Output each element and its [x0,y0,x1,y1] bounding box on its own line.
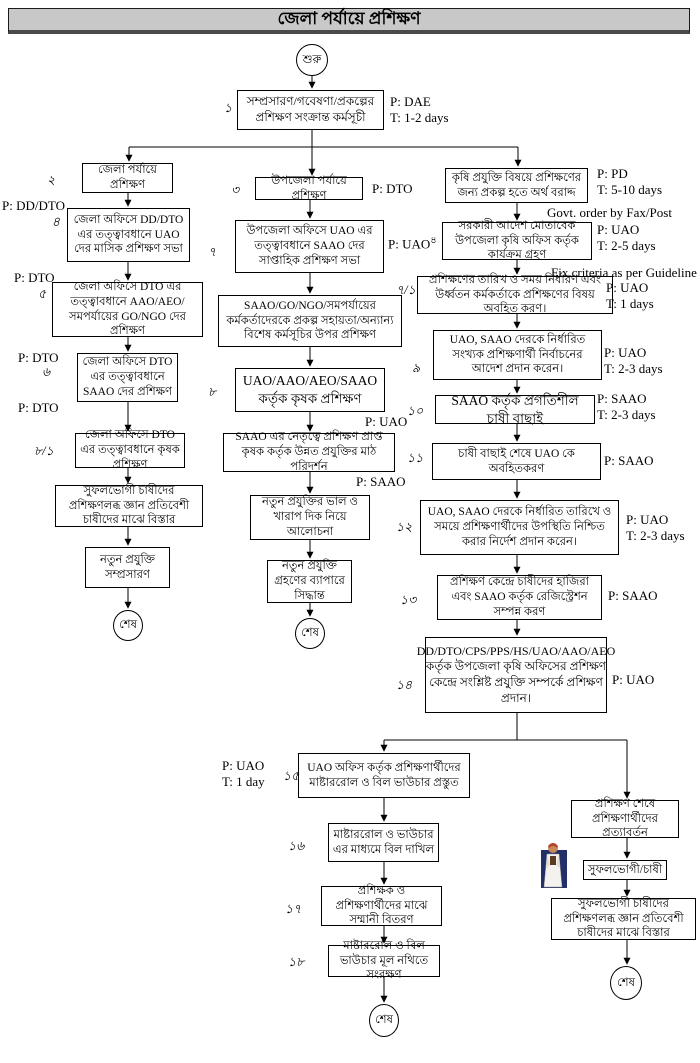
step-number-10: ১০ [407,404,424,418]
step-number-12: ১২ [396,520,413,534]
label-p-node-4: P: DD/DTO ৪ [2,198,65,229]
step-number-6: ৬ [42,365,51,379]
step-number-3: ৩ [231,183,240,197]
label-p-node-5: P: DTO [14,270,55,285]
step-number-7: ৭ [208,245,217,259]
node-8-1-farmer-training: জেলা অফিসে DTO এর তত্ত্বাবধানে কৃষক প্রশিক্ষণ [75,433,185,468]
end-terminal-left [113,610,143,641]
label-p-node-8-1: P: DTO [18,400,59,415]
node-progressive-farmer-selection: SAAO কর্তৃক প্রগতিশীল চাষী বাছাই [435,395,595,424]
step-number-13: ১৩ [400,593,417,607]
node-registration: প্রশিক্ষণ কেন্দ্রে চাষীদের হাজিরা এবং SAAO কর্তৃক রেজিস্ট্রেশন সম্পন্ন করণ [437,575,602,620]
node-3-upazila-level: উপজেলা পর্যায়ে প্রশিক্ষণ [255,177,363,200]
node-trainee-return: প্রশিক্ষণ শেষে প্রশিক্ষণার্থীদের প্রত্যাবর্তন [571,800,679,838]
node-tech-adoption-decision: নতুন প্রযুক্তি গ্রহণের ব্যাপারে সিদ্ধান্ত [267,560,352,603]
node-15-musterroll-voucher-prepare: UAO অফিস কর্তৃক প্রশিক্ষণার্থীদের মাষ্টাররোল ও বিল ভাউচার প্রস্তুত [298,753,470,798]
step-number-4-sup: ৪ [430,235,437,246]
step-number-1: ১ [224,101,233,115]
step-number-17: ১৭ [285,902,302,916]
step-number-8: ৮ [208,385,217,399]
node-new-tech-extension: নতুন প্রযুক্তি সম্প্রসারণ [85,547,170,588]
node-4-monthly-training-meeting: জেলা অফিসে DD/DTO এর তত্ত্বাবধানে UAO দের মাসিক প্রশিক্ষণ সভা [67,208,190,262]
farmer-person-icon [541,841,567,888]
label-p-node-14: P: UAO [612,672,655,687]
step-number-7-1: ৭/১ [396,283,416,297]
end-label: শেষ [617,976,635,989]
step-number-8-1: ৮/১ [34,444,54,458]
annotation-fix-criteria: Fix criteria as per Guideline [551,265,697,280]
annotation-govt-order: Govt. order by Fax/Post [547,205,672,220]
node-6-saao-training: জেলা অফিসে DTO এর তত্ত্বাবধানে SAAO দের প্রশিক্ষণ [77,353,178,402]
end-label: শেষ [301,627,319,639]
node-8-farmer-training-by-officers: UAO/AAO/AEO/SAAO কর্তৃক কৃষক প্রশিক্ষণ [235,368,385,412]
start-terminal [296,44,328,76]
end-label: শেষ [119,619,137,631]
label-p-node-3: P: DTO [372,181,413,196]
node-govt-order-action: সরকারী আদেশ মোতাবেক উপজেলা কৃষি অফিস কর্তৃক কার্যক্রম গ্রহণ [442,222,592,260]
node-fund-allocation: কৃষি প্রযুক্তি বিষয়ে প্রশিক্ষণের জন্য প্রকল্প হতে অর্থ বরাদ্দ [445,168,588,203]
label-p-t-node-r1: P: PD T: 5-10 days [597,166,663,197]
end-terminal-middle [295,618,325,649]
step-number-2: ২ [47,173,56,187]
node-date-time-fixing: প্রশিক্ষণের তারিখ ও সময় নির্ধারণ এবং উর্ধ্বতন কর্মকর্তাকে প্রশিক্ষণের বিষয় অবহিত করণ। [417,276,613,314]
label-p-node-r6: P: SAAO [604,453,654,468]
node-2-district-level: জেলা পর্যায়ে প্রশিক্ষণ [82,163,173,193]
node-5-aao-aeo-training: জেলা অফিসে DTO এর তত্ত্বাবধানে AAO/AEO/সমপর্যায়ের GO/NGO দের প্রশিক্ষণ [52,282,203,337]
step-number-5: ৫ [38,287,47,301]
page-title: জেলা পর্যায়ে প্রশিক্ষণ [277,8,421,28]
label-p-node-6: P: DTO [18,350,59,365]
node-1-training-program: সম্প্রসারণ/গবেষণা/প্রকল্পের প্রশিক্ষণ সংক্রান্ত কর্মসূচী [237,90,384,130]
label-p-t-node-15: P: UAO T: 1 day [222,758,265,789]
step-number-15: ১৫ [283,769,300,783]
node-18-record-keeping: মাষ্টাররোল ও বিল ভাউচার মূল নথিতে সংরক্ষণ [328,945,440,977]
node-7-weekly-training-meeting: উপজেলা অফিসে UAO এর তত্ত্বাবধানে SAAO দের সাপ্তাহিক প্রশিক্ষণ সভা [235,220,384,273]
label-p-t-node-r2: P: UAO T: 2-5 days [597,222,656,253]
label-p-t-node-r7: P: UAO T: 2-3 days [626,512,685,543]
node-14-training-delivery: DD/DTO/CPS/PPS/HS/UAO/AAO/AEO কর্তৃক উপজেলা কৃষি অফিসের প্রশিক্ষণ কেন্দ্রে সংশ্লিষ্ট প্রযুক্তি সম্পর্কে প্রশিক্ষণ প্রদান। [425,637,607,713]
end-label: শেষ [375,1014,393,1026]
node-knowledge-spread-left: সুফলভোগী চাষীদের প্রশিক্ষণলব্ধ জ্ঞান প্রতিবেশী চাষীদের মাঝে বিস্তার [55,485,203,527]
node-knowledge-spread-right: সুফলভোগী চাষীদের প্রশিক্ষণলব্ধ জ্ঞান প্রতিবেশী চাষীদের মাঝে বিস্তার [551,898,696,940]
step-number-4: ৪ [51,213,60,229]
end-terminal-bottom-left [369,1004,399,1037]
node-beneficiary-farmer: সুফলভোগী/চাষী [583,860,667,880]
node-inform-uao: চাষী বাছাই শেষে UAO কে অবহিতকরণ [432,443,601,480]
start-label: শুরু [302,53,322,66]
node-field-visit: SAAO এর নেতৃত্বে প্রশিক্ষণ প্রাপ্ত কৃষক কর্তৃক উন্নত প্রযুক্তির মাঠ পরিদর্শন [223,433,395,472]
page-title-bar [8,8,690,34]
step-number-18: ১৮ [288,955,305,969]
node-trainee-selection-order: UAO, SAAO দেরকে নির্ধারিত সংখ্যক প্রশিক্ষণার্থী নির্বাচনের আদেশ প্রদান করেন। [433,330,602,380]
label-p-t-node-1: P: DAE T: 1-2 days [390,94,449,125]
step-number-16: ১৬ [288,839,305,853]
label-p-t-node-r3: P: UAO T: 1 days [606,280,654,311]
label-p-t-node-r5: P: SAAO T: 2-3 days [597,391,656,422]
label-p-t-node-r4: P: UAO T: 2-3 days [604,345,663,376]
label-p-node-7: P: UAO$^৪$ [388,235,437,252]
label-p-node-r8: P: SAAO [608,588,658,603]
node-saao-go-ngo-training: SAAO/GO/NGO/সমপর্যায়ের কর্মকর্তাদেরকে প্রকল্প সহায়তা/অন্যান্য বিশেষ কর্মসূচির উপর প্রশিক্ষণ [218,295,402,347]
label-p-node-field-visit: P: SAAO [356,474,406,489]
step-number-11: ১১ [407,451,424,465]
end-terminal-bottom-right [610,966,642,1000]
node-tech-pros-cons-discussion: নতুন প্রযুক্তির ভাল ও খারাপ দিক নিয়ে আলোচনা [250,495,370,540]
node-16-bill-submission: মাষ্টাররোল ও ভাউচার এর মাধ্যমে বিল দাখিল [328,823,439,862]
label-p-node-8: P: UAO [365,414,408,429]
node-17-honorarium-distribution: প্রশিক্ষক ও প্রশিক্ষণার্থীদের মাঝে সম্মানী বিতরণ [321,886,442,926]
step-number-14: ১৪ [396,678,413,692]
step-number-9: ৯ [412,361,421,375]
node-attendance-instruction: UAO, SAAO দেরকে নির্ধারিত তারিখে ও সময়ে প্রশিক্ষণার্থীদের উপস্থিতি নিশ্চিত করার নির্দেশ প্রদান করেন। [420,500,619,555]
